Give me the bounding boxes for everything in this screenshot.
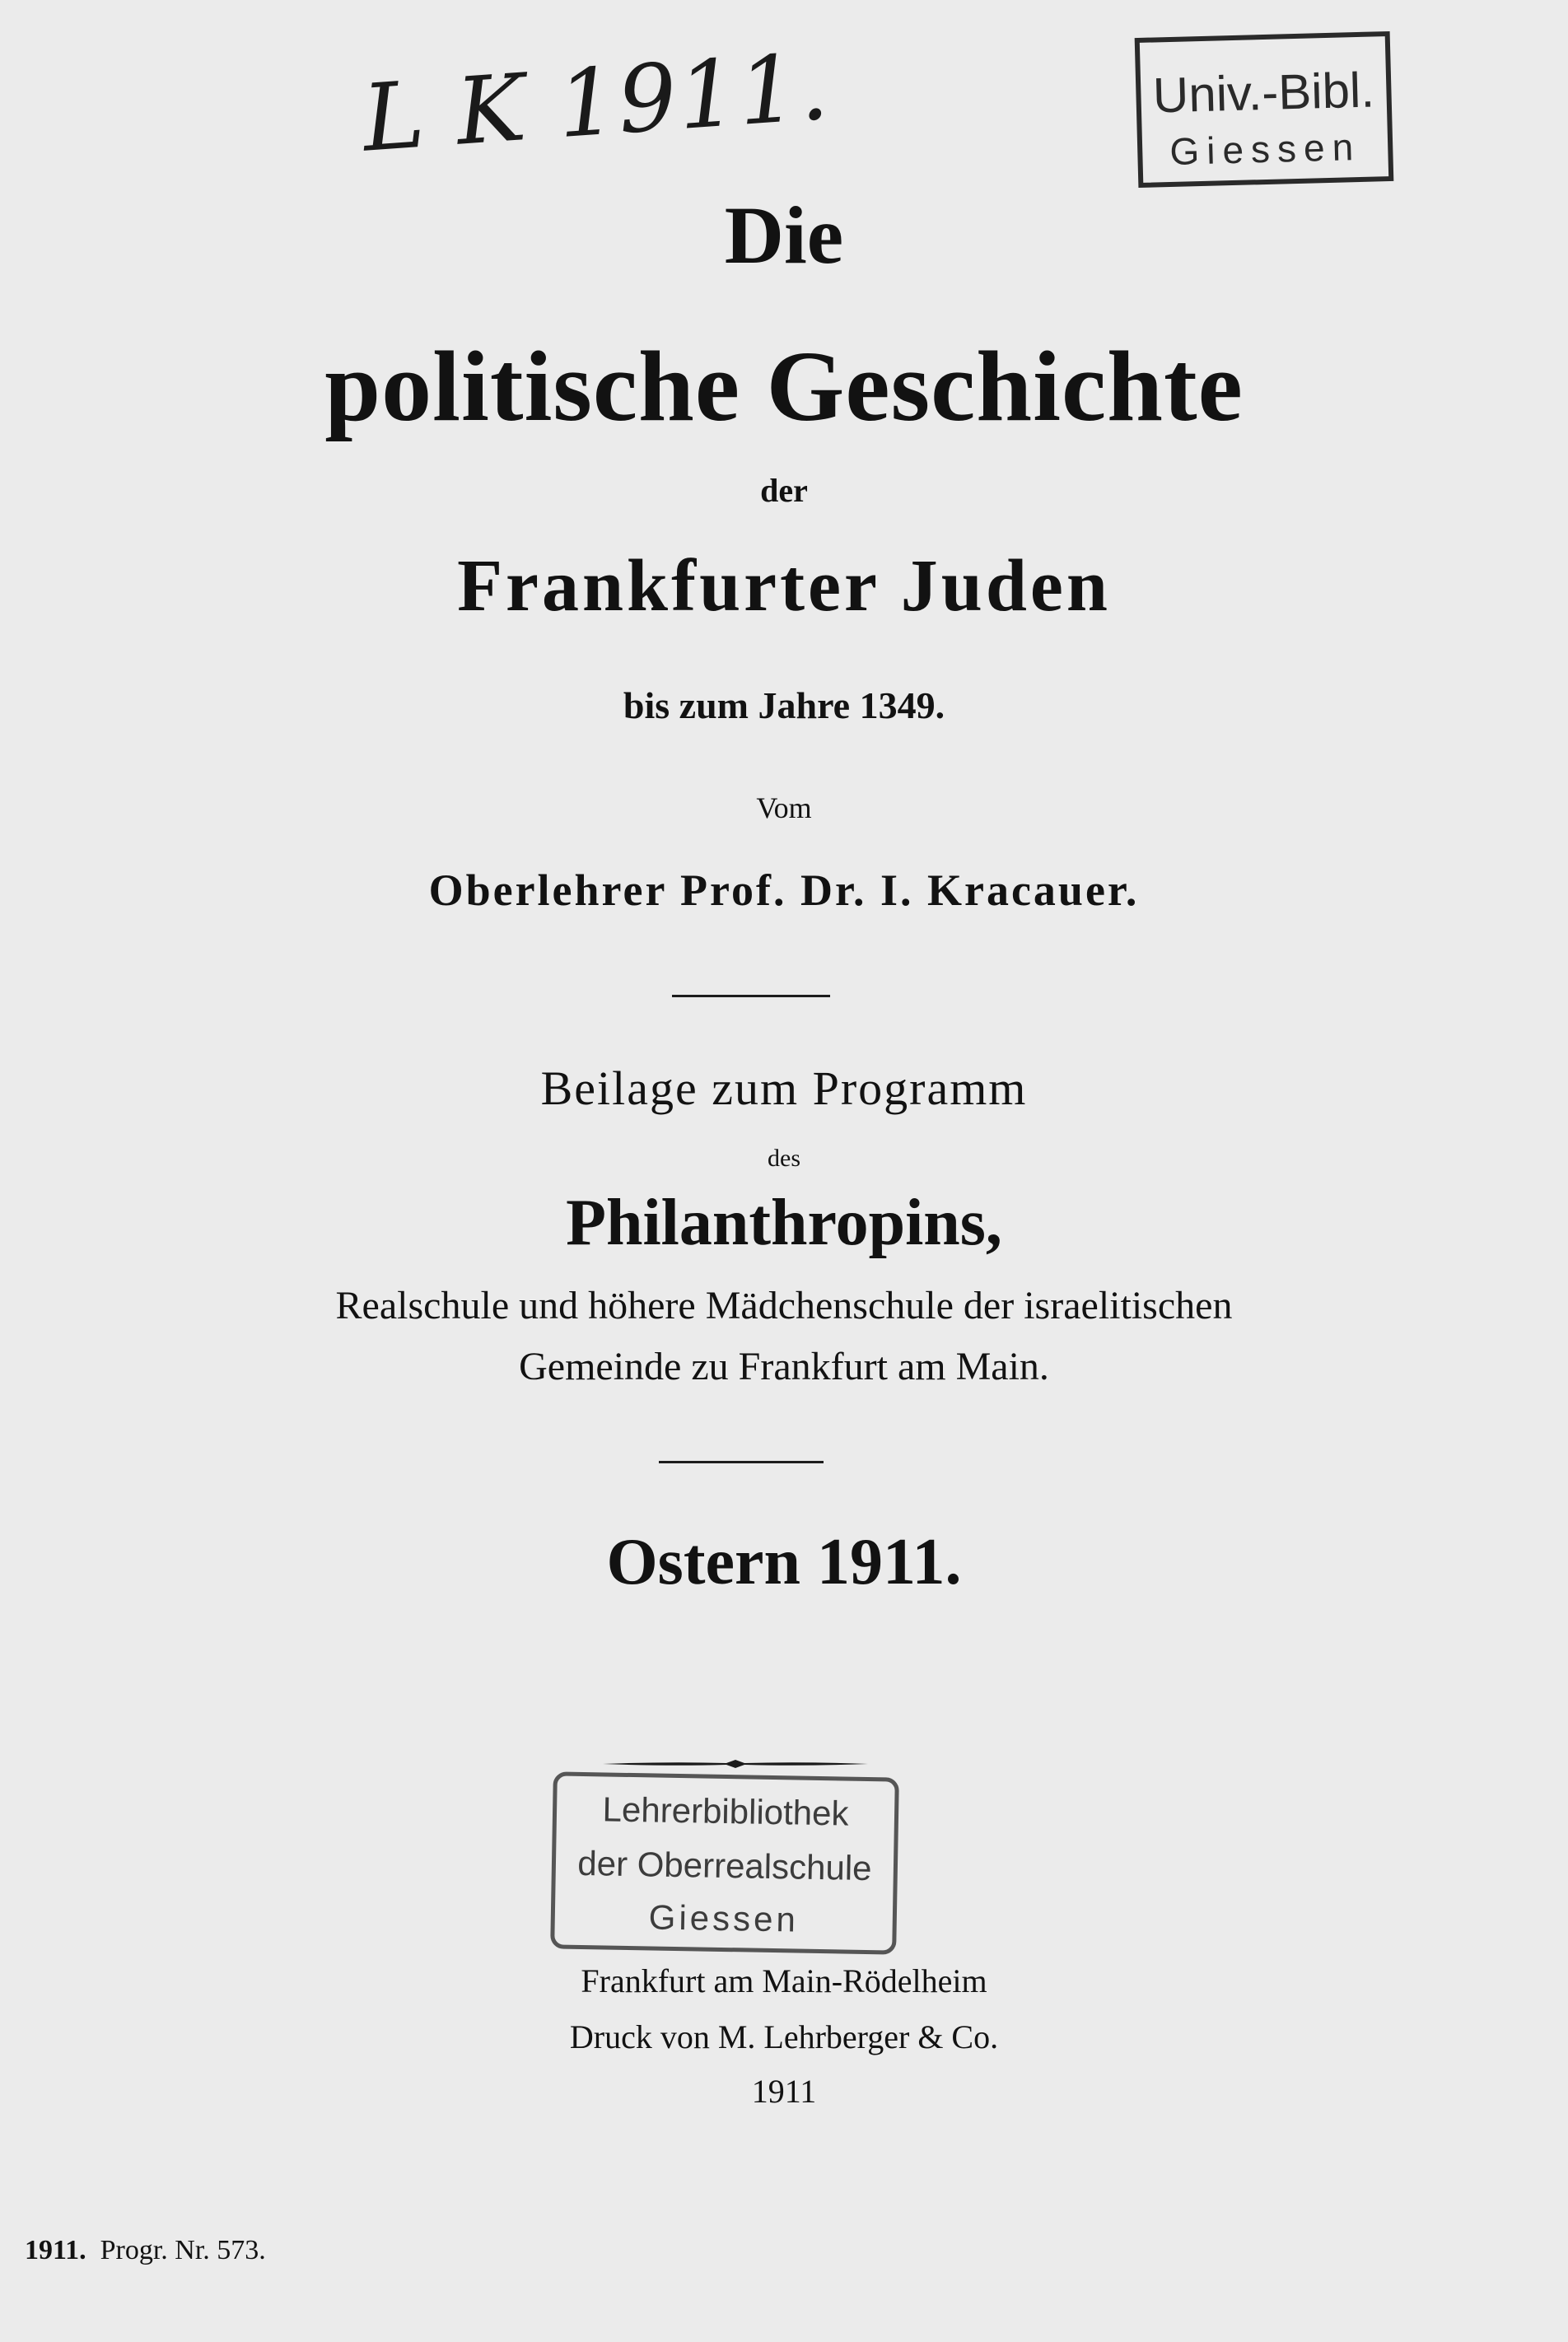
title-line-main: politische Geschichte	[324, 331, 1244, 442]
program-footer	[25, 2235, 266, 2266]
supplement-des: des	[768, 1145, 800, 1172]
author-name: Oberlehrer Prof. Dr. I. Kracauer.	[428, 865, 1140, 915]
divider-rule	[659, 1461, 824, 1463]
library-stamp-lehrerbibliothek	[550, 1771, 899, 1954]
footer-year: 1911.	[25, 2235, 86, 2265]
imprint-year: 1911	[751, 2073, 817, 2110]
institution-description: Realschule und höhere Mädchenschule der israelitischen	[335, 1284, 1233, 1327]
stamp-line: Giessen	[648, 1897, 800, 1939]
imprint-printer: Druck von M. Lehrberger & Co.	[569, 2018, 999, 2055]
occasion: Ostern 1911.	[606, 1526, 962, 1598]
stamp-line: Lehrerbibliothek	[602, 1789, 849, 1833]
handwritten-shelfmark: L K 1911.	[359, 33, 833, 173]
author-prefix: Vom	[756, 791, 812, 824]
subtitle: bis zum Jahre 1349.	[623, 684, 945, 726]
footer-program-number: Progr. Nr. 573.	[100, 2235, 266, 2265]
title-line-der: der	[760, 472, 808, 509]
institution-name: Philanthropins,	[566, 1187, 1002, 1259]
title-line-die: Die	[724, 189, 844, 281]
ornamental-rule	[603, 1759, 868, 1769]
imprint-place: Frankfurt am Main-Rödelheim	[581, 1962, 987, 1999]
divider-rule	[672, 995, 830, 997]
institution-location: Gemeinde zu Frankfurt am Main.	[519, 1345, 1049, 1388]
supplement-line: Beilage zum Programm	[540, 1061, 1028, 1115]
title-line-frankfurter-juden: Frankfurter Juden	[457, 545, 1111, 627]
stamp-line: der Oberrealschule	[576, 1843, 872, 1888]
library-stamp-univ-bibl	[1135, 31, 1394, 188]
stamp-line: Giessen	[1169, 124, 1361, 174]
stamp-line: Univ.-Bibl.	[1152, 62, 1375, 124]
